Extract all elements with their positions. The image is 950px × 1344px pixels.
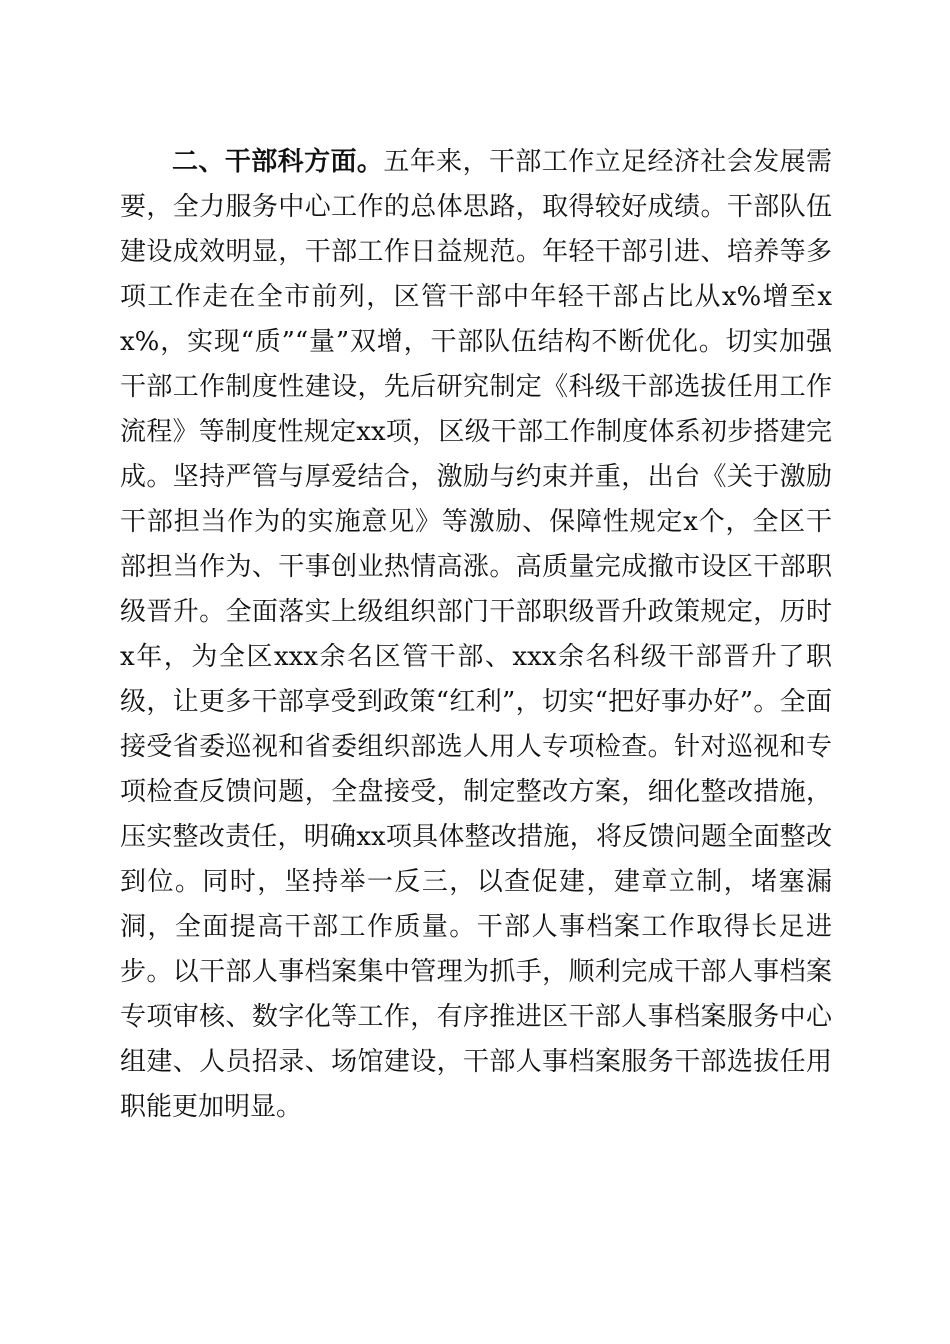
paragraph-text: 五年来，干部工作立足经济社会发展需要，全力服务中心工作的总体思路，取得较好成绩。干部队伍建设成效明显，干部工作日益规范。年轻干部引进、培养等多项工作走在全市前列，区管干部中年轻干部占比从x%增至xx%，实现“质”“量”双增，干部队伍结构不断优化。切实加强干部工作制度性建设，先后研究制定《科级干部选拔任用工作流程》等制度性规定xx项，区级干部工作制度体系初步搭建完成。坚持严管与厚爱结合，激励与约束并重，出台《关于激励干部担当作为的实施意见》等激励、保障性规定x个，全区干部担当作为、干事创业热情高涨。高质量完成撤市设区干部职级晋升。全面落实上级组织部门干部职级晋升政策规定，历时x年，为全区xxx余名区管干部、xxx余名科级干部晋升了职级，让更多干部享受到政策“红利”，切实“把好事办好”。全面接受省委巡视和省委组织部选人用人专项检查。针对巡视和专项检查反馈问题，全盘接受，制定整改方案，细化整改措施，压实整改责任，明确xx项具体整改措施，将反馈问题全面整改到位。同时，坚持举一反三，以查促建，建章立制，堵塞漏洞，全面提高干部工作质量。干部人事档案工作取得长足进步。以干部人事档案集中管理为抓手，顺利完成干部人事档案专项审核、数字化等工作，有序推进区干部人事档案服务中心组建、人员招录、场馆建设，干部人事档案服务干部选拔任用职能更加明显。 [120, 147, 832, 1122]
section-heading: 二、干部科方面。 [172, 147, 384, 177]
body-paragraph [120, 140, 832, 1130]
